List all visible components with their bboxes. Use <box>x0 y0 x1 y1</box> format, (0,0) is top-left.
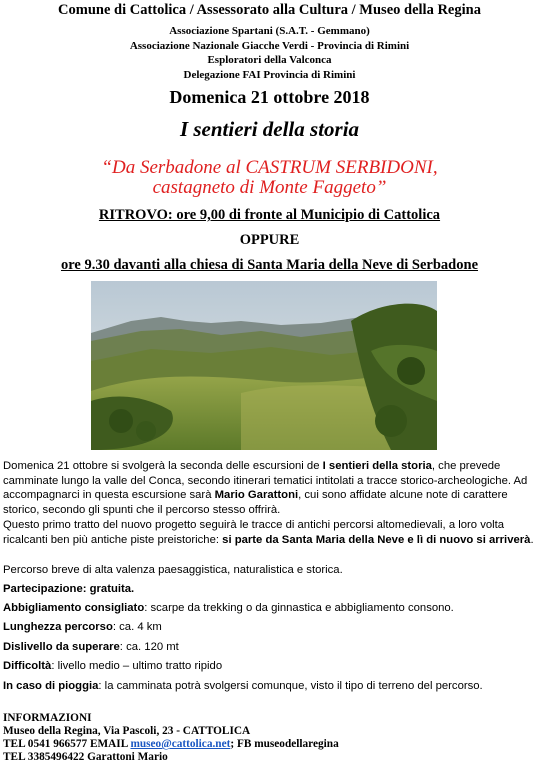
description-paragraph-3: Percorso breve di alta valenza paesaggistica, naturalistica e storica. <box>3 564 343 576</box>
route-highlight: si parte da Santa Maria della Neve e lì di nuovo si arriverà <box>222 533 531 546</box>
landscape-photo <box>91 281 437 450</box>
association-item: Associazione Spartani (S.A.T. - Gemmano) <box>169 25 370 37</box>
subtitle-line-1: “Da Serbadone al CASTRUM SERBIDONI, <box>101 157 438 178</box>
clothing-label: Abbigliamento consigliato <box>3 602 145 614</box>
association-item: Associazione Nazionale Giacche Verdi - Provincia di Rimini <box>129 39 410 52</box>
length-value: : ca. 4 km <box>112 621 162 633</box>
text: Domenica 21 ottobre si svolgerà la seconda delle escursioni de <box>3 460 323 472</box>
description-paragraph-1 <box>3 459 535 517</box>
text: , che prevede camminate lungo la valle del Conca, secondo itinerari tematici intitolati a tracce storico-archeologiche. Ad accompagnarci in questa escursione sarà <box>3 460 528 502</box>
or-label: OPPURE <box>239 232 300 248</box>
rain-line <box>3 680 535 692</box>
meeting-point: RITROVO: ore 9,00 di fronte al Municipio di Cattolica <box>98 207 441 223</box>
rain-value: : la camminata potrà svolgersi comunque, visto il tipo di terreno del percorso. <box>98 680 483 692</box>
difficulty-value: : livello medio – ultimo tratto ripido <box>51 660 223 672</box>
info-heading: INFORMAZIONI <box>3 712 92 724</box>
info-block <box>3 712 535 764</box>
alternative-meeting-point: ore 9.30 davanti alla chiesa di Santa Maria della Neve di Serbadone <box>60 257 479 273</box>
association-item: Delegazione FAI Provincia di Rimini <box>183 68 356 81</box>
header-comune: Comune di Cattolica / Assessorato alla Cultura / Museo della Regina <box>58 2 481 18</box>
description-paragraph-2 <box>3 518 535 547</box>
rain-label: In caso di pioggia <box>3 680 99 692</box>
text: . <box>530 533 534 546</box>
event-title: I sentieri della storia <box>179 117 360 141</box>
length-label: Lunghezza percorso <box>3 621 113 633</box>
elevation-label: Dislivello da superare <box>3 641 120 653</box>
series-name: I sentieri della storia <box>322 460 432 472</box>
info-fb: ; FB museodellaregina <box>230 738 339 750</box>
elevation-value: : ca. 120 mt <box>119 641 179 653</box>
email-link[interactable]: museo@cattolica.net <box>130 738 231 750</box>
event-subtitle <box>0 158 539 198</box>
event-date: Domenica 21 ottobre 2018 <box>169 87 370 107</box>
associations-list <box>0 24 539 82</box>
clothing-value: : scarpe da trekking o da ginnastica e abbigliamento consono. <box>144 602 454 614</box>
association-item: Esploratori della Valconca <box>207 54 332 66</box>
subtitle-line-2: castagneto di Monte Faggeto” <box>152 177 387 198</box>
length-line <box>3 621 535 633</box>
guide-name: Mario Garattoni <box>214 489 299 502</box>
elevation-line <box>3 641 535 653</box>
info-tel2: TEL 3385496422 Garattoni Mario <box>3 751 168 763</box>
text: Questo primo tratto del nuovo progetto seguirà le tracce di antichi percorsi altomedievali, a loro volta ricalcanti ben più antiche piste preistoriche: <box>3 519 505 546</box>
difficulty-label: Difficoltà <box>3 660 52 672</box>
info-address: Museo della Regina, Via Pascoli, 23 - CATTOLICA <box>3 725 251 737</box>
text: , cui sono affidate alcune note di carattere storico, secondo gli spunti che il percorso stesso offrirà. <box>3 489 508 516</box>
clothing-line <box>3 602 535 614</box>
participation-line: Partecipazione: gratuita. <box>3 583 135 595</box>
info-contacts <box>3 738 535 751</box>
difficulty-line <box>3 660 535 672</box>
info-tel: TEL 0541 966577 EMAIL <box>3 738 131 750</box>
